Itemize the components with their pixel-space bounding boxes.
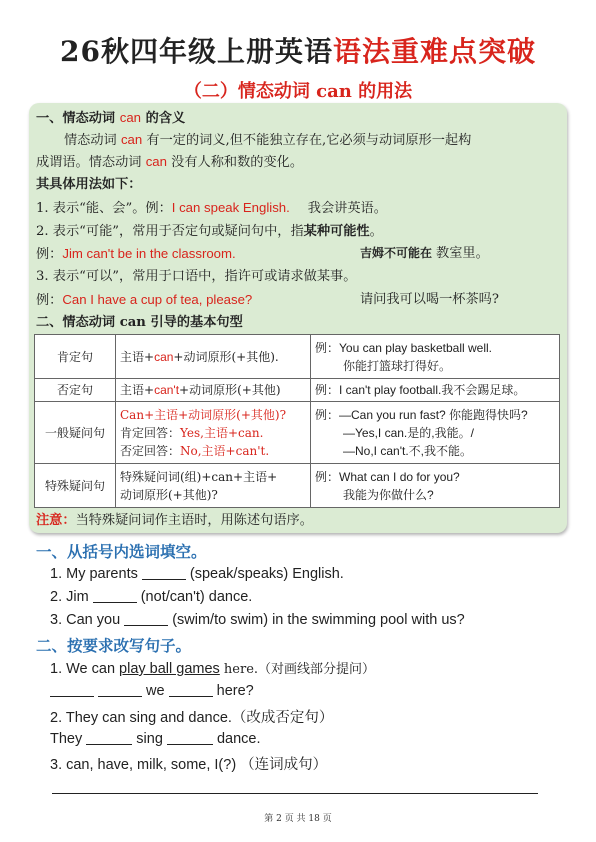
section1-paragraph-line2: 成谓语。情态动词 can 没有人称和数的变化。 <box>36 154 304 170</box>
usage-3-translation: 请问我可以喝一杯茶吗? <box>360 292 499 307</box>
exercise2-question-1: 1. We can play ball games here.（对画线部分提问） <box>50 661 376 677</box>
row-type: 特殊疑问句 <box>35 464 116 508</box>
usage-2-example: 例：Jim can't be in the classroom. <box>36 246 236 262</box>
exercise2-question-3: 3. can, have, milk, some, I(?) （连词成句） <box>50 757 328 773</box>
answer-blank[interactable] <box>142 565 186 580</box>
row-example: 例：You can play basketball well. 你能打篮球打得好。 <box>311 335 560 379</box>
exercise1-item-1: 1. My parents (speak/speaks) English. <box>50 566 344 582</box>
exercise1-item-2: 2. Jim (not/can't) dance. <box>50 589 253 605</box>
sentence-pattern-table <box>34 334 560 508</box>
row-type: 一般疑问句 <box>35 402 116 464</box>
section1-paragraph-line1: 情态动词 can 有一定的词义,但不能独立存在,它必须与动词原形一起构 <box>64 132 472 148</box>
underlined-phrase: play ball games <box>119 661 220 677</box>
usage-intro: 其具体用法如下： <box>36 177 142 192</box>
exercise2-question-2: 2. They can sing and dance.（改成否定句） <box>50 710 334 726</box>
row-pattern: 主语+can+动词原形(+其他). <box>116 335 311 379</box>
exercise2-answer-2: They sing dance. <box>50 731 261 747</box>
answer-blank[interactable] <box>86 730 132 745</box>
exercise1-heading: 一、从括号内选词填空。 <box>36 542 207 561</box>
exercise1-item-3: 3. Can you (swim/to swim) in the swimming pool with us? <box>50 612 465 628</box>
answer-blank[interactable] <box>50 682 94 697</box>
table-row-question <box>35 402 560 464</box>
title-black-part: 26秋四年级上册英语 <box>60 35 333 68</box>
section2-heading: 二、情态动词 can 引导的基本句型 <box>36 315 243 330</box>
answer-blank[interactable] <box>124 611 168 626</box>
row-pattern: 特殊疑问词(组)+can+主语+ 动词原形(+其他)? <box>116 464 311 508</box>
row-type: 肯定句 <box>35 335 116 379</box>
row-pattern: 主语+can't+动词原形(+其他) <box>116 379 311 402</box>
note: 注意：当特殊疑问词作主语时，用陈述句语序。 <box>36 513 313 528</box>
title-red-part: 语法重难点突破 <box>332 35 536 68</box>
page-number: 第 2 页 共 18 页 <box>264 814 332 824</box>
row-pattern: Can+主语+动词原形(+其他)? 肯定回答：Yes,主语+can. 否定回答：No,主语+can't. <box>116 402 311 464</box>
table-row-affirmative <box>35 335 560 379</box>
answer-line[interactable] <box>52 793 538 794</box>
exercise2-heading: 二、按要求改写句子。 <box>36 636 192 655</box>
answer-blank[interactable] <box>169 682 213 697</box>
row-example: 例：—Can you run fast? 你能跑得快吗? —Yes,I can.是的,我能。/ —No,I can't.不,我不能。 <box>311 402 560 464</box>
exercise2-answer-1: we here? <box>50 682 254 699</box>
row-example: 例：What can I do for you? 我能为你做什么? <box>311 464 560 508</box>
answer-blank[interactable] <box>98 682 142 697</box>
usage-2-translation: 吉姆不可能在 教室里。 <box>360 246 489 261</box>
usage-3: 3. 表示“可以”，常用于口语中，指许可或请求做某事。 <box>36 269 357 284</box>
row-type: 否定句 <box>35 379 116 402</box>
answer-blank[interactable] <box>93 588 137 603</box>
row-example: 例：I can't play football.我不会踢足球。 <box>311 379 560 402</box>
page-subtitle: （二）情态动词 can 的用法 <box>183 81 413 102</box>
usage-3-example: 例：Can I have a cup of tea, please? <box>36 292 253 308</box>
page-title <box>0 30 596 70</box>
table-row-special <box>35 464 560 508</box>
section1-heading: 一、情态动词 can 的含义 <box>36 110 186 126</box>
usage-2: 2. 表示“可能”，常用于否定句或疑问句中，指某种可能性。 <box>36 223 383 239</box>
table-row-negative <box>35 379 560 402</box>
usage-1: 1. 表示“能、会”。例：I can speak English. 我会讲英语。 <box>36 200 387 216</box>
answer-blank[interactable] <box>167 730 213 745</box>
